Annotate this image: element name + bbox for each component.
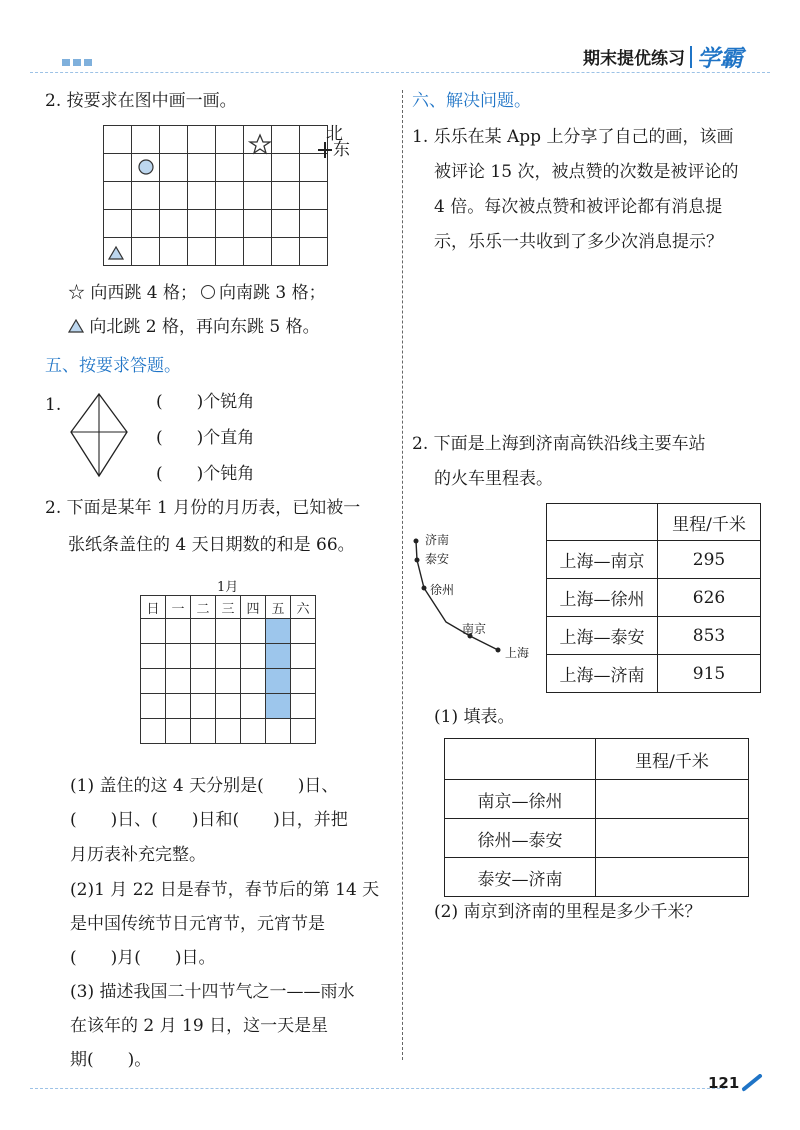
- calendar-cell: [216, 644, 241, 669]
- calendar-title: 1月: [217, 580, 239, 595]
- calendar-cell: [216, 669, 241, 694]
- q1-line4: 示，乐乐一共收到了多少次消息提示？: [434, 232, 723, 252]
- mileage-km: 295: [658, 541, 761, 579]
- compass-icon: [318, 142, 332, 158]
- calendar-cell: [291, 719, 316, 744]
- angle-right: ( )个直角: [156, 428, 255, 448]
- q2-line2: 张纸条盖住的 4 天日期数的和是 66。: [68, 535, 355, 555]
- sub3-line3: 期( )。: [70, 1050, 152, 1070]
- covered-cell: [266, 669, 291, 694]
- sub2-line2: 是中国传统节日元宵节，元宵节是: [70, 914, 325, 934]
- rhombus-figure: [68, 392, 130, 480]
- pencil-icon: [741, 1074, 763, 1092]
- section5-title: 五、按要求答题。: [45, 356, 181, 376]
- calendar-table: [140, 595, 316, 744]
- mileage-table: [546, 503, 761, 693]
- angle-obtuse: ( )个钝角: [156, 464, 255, 484]
- circle-outline-icon: [201, 285, 215, 299]
- weekday-header: 一: [166, 596, 191, 619]
- compass-north: 北: [326, 124, 343, 144]
- weekday-header: 日: [141, 596, 166, 619]
- star-icon: [250, 135, 270, 153]
- calendar-cell: [291, 669, 316, 694]
- calendar-cell: [141, 719, 166, 744]
- fill-label: (1) 填表。: [434, 707, 515, 727]
- compass-east: 东: [333, 140, 350, 160]
- calendar-cell: [216, 694, 241, 719]
- sub1-line3: 月历表补充完整。: [70, 845, 206, 865]
- calendar-cell: [241, 669, 266, 694]
- calendar-cell: [191, 719, 216, 744]
- sub1-line1: (1) 盖住的这 4 天分别是( )日、: [70, 776, 339, 796]
- calendar-cell: [141, 694, 166, 719]
- mileage-header-blank: [547, 504, 658, 541]
- q2-right-line2: 的火车里程表。: [434, 469, 553, 489]
- weekday-header: 六: [291, 596, 316, 619]
- calendar-cell: [166, 669, 191, 694]
- sub2-right: (2) 南京到济南的里程是多少千米？: [434, 902, 702, 922]
- calendar-cell: [166, 644, 191, 669]
- mileage-route: 上海—济南: [547, 655, 658, 693]
- calendar-cell: [141, 619, 166, 644]
- q2-line1: 2. 下面是某年 1 月份的月历表，已知被一: [45, 498, 361, 518]
- mileage-route: 上海—南京: [547, 541, 658, 579]
- fill-answer-cell[interactable]: [596, 780, 749, 819]
- calendar-cell: [241, 694, 266, 719]
- calendar-cell: [216, 719, 241, 744]
- fill-answer-cell[interactable]: [596, 819, 749, 858]
- calendar-cell: [166, 619, 191, 644]
- instr-star-row: [68, 281, 326, 305]
- header-divider: [690, 46, 692, 68]
- q2-grid-title: 2. 按要求在图中画一画。: [45, 91, 237, 111]
- footer-rule: [30, 1088, 725, 1089]
- calendar-cell: [291, 694, 316, 719]
- calendar-cell: [166, 694, 191, 719]
- weekday-header: 四: [241, 596, 266, 619]
- covered-cell: [266, 644, 291, 669]
- instr-triangle: 向北跳 2 格，再向东跳 5 格。: [89, 317, 320, 337]
- mileage-header: 里程/千米: [658, 504, 761, 541]
- calendar-cell: [191, 694, 216, 719]
- header-brand: 学霸: [697, 46, 743, 72]
- triangle-icon: [109, 247, 123, 259]
- map-label-nanjing: 南京: [462, 622, 487, 636]
- instr-triangle-row: [68, 315, 320, 339]
- map-label-xuzhou: 徐州: [430, 583, 455, 597]
- fill-route: 徐州—泰安: [445, 819, 596, 858]
- header-title: 期末提优练习: [583, 49, 685, 69]
- weekday-header: 二: [191, 596, 216, 619]
- fill-header: 里程/千米: [596, 739, 749, 780]
- sub3-line1: (3) 描述我国二十四节气之一——雨水: [70, 982, 355, 1002]
- sub2-line1: (2)1 月 22 日是春节，春节后的第 14 天: [70, 880, 380, 900]
- calendar-cell: [216, 619, 241, 644]
- calendar-cell: [266, 719, 291, 744]
- circle-icon: [139, 160, 153, 174]
- covered-cell: [266, 694, 291, 719]
- calendar-cell: [141, 669, 166, 694]
- column-divider: [402, 90, 403, 1060]
- calendar-cell: [141, 644, 166, 669]
- mileage-route: 上海—徐州: [547, 579, 658, 617]
- calendar-cell: [241, 644, 266, 669]
- q1-line2: 被评论 15 次，被点赞的次数是被评论的: [434, 162, 739, 182]
- fill-table: [444, 738, 749, 897]
- mileage-km: 626: [658, 579, 761, 617]
- instr-star: 向西跳 4 格；: [90, 283, 198, 303]
- page-number: 121: [708, 1074, 740, 1092]
- calendar-cell: [191, 669, 216, 694]
- star-icon: ☆: [68, 283, 85, 303]
- mileage-km: 915: [658, 655, 761, 693]
- calendar-cell: [291, 619, 316, 644]
- q1-number: 1.: [45, 395, 62, 415]
- section6-title: 六、解决问题。: [412, 91, 531, 111]
- q1-line3: 4 倍。每次被点赞和被评论都有消息提: [434, 197, 723, 217]
- header-squares: [62, 51, 95, 70]
- grid-shapes: [103, 125, 333, 275]
- map-label-taian: 泰安: [425, 552, 450, 566]
- fill-route: 泰安—济南: [445, 858, 596, 897]
- triangle-icon: [68, 319, 84, 333]
- angle-acute: ( )个锐角: [156, 392, 255, 412]
- calendar-cell: [241, 619, 266, 644]
- calendar-cell: [241, 719, 266, 744]
- sub2-line3: ( )月( )日。: [70, 948, 216, 968]
- instr-circle: 向南跳 3 格；: [219, 283, 326, 303]
- q2-right-line1: 2. 下面是上海到济南高铁沿线主要车站: [412, 434, 706, 454]
- covered-cell: [266, 619, 291, 644]
- calendar-cell: [191, 619, 216, 644]
- sub1-line2: ( )日、( )日和( )日，并把: [70, 810, 348, 830]
- weekday-header: 五: [266, 596, 291, 619]
- fill-answer-cell[interactable]: [596, 858, 749, 897]
- mileage-route: 上海—泰安: [547, 617, 658, 655]
- fill-header-blank: [445, 739, 596, 780]
- map-label-jinan: 济南: [425, 533, 450, 547]
- map-label-shanghai: 上海: [505, 646, 530, 660]
- fill-route: 南京—徐州: [445, 780, 596, 819]
- calendar-cell: [191, 644, 216, 669]
- weekday-header: 三: [216, 596, 241, 619]
- calendar-cell: [166, 719, 191, 744]
- header-rule: [30, 72, 770, 73]
- q1-line1: 1. 乐乐在某 App 上分享了自己的画，该画: [412, 127, 734, 147]
- sub3-line2: 在该年的 2 月 19 日，这一天是星: [70, 1016, 329, 1036]
- calendar-cell: [291, 644, 316, 669]
- mileage-km: 853: [658, 617, 761, 655]
